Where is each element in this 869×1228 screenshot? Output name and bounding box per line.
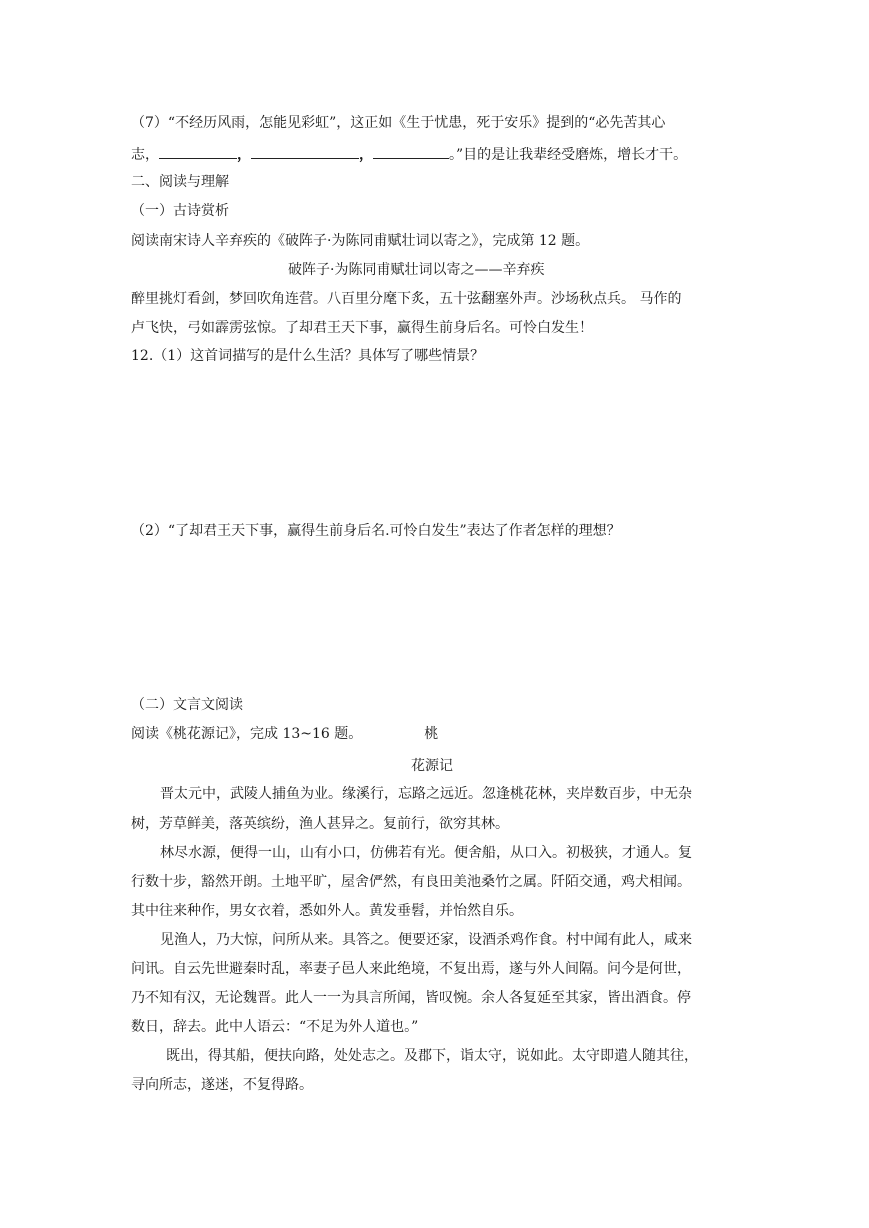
- poem-line-2: 卢飞快，弓如霹雳弦惊。了却君王天下事，赢得生前身后名。可怜白发生！: [131, 320, 593, 336]
- poem-title: 破阵子·为陈同甫赋壮词以寄之——辛弃疾: [288, 262, 545, 278]
- q7-prefix: 志，: [131, 147, 159, 163]
- para3-line4: 数日，辞去。此中人语云：“不足为外人道也。”: [131, 1019, 419, 1035]
- poem-intro: 阅读南宋诗人辛弃疾的《破阵子·为陈同甫赋壮词以寄之》，完成第 12 题。: [131, 233, 590, 249]
- q7-suffix: 。”目的是让我辈经受磨炼，增长才干。: [449, 147, 688, 163]
- classical-intro-text: 阅读《桃花源记》，完成 13~16 题。: [131, 726, 363, 742]
- essay-title-part2: 花源记: [411, 758, 453, 774]
- poem-section-heading: （一）古诗赏析: [131, 203, 229, 219]
- para3-line3: 乃不知有汉，无论魏晋。此人一一为具言所闻，皆叹惋。余人各复延至其家，皆出酒食。停: [131, 990, 691, 1006]
- para3-line2: 问讯。自云先世避秦时乱，率妻子邑人来此绝境，不复出焉，遂与外人间隔。问今是何世，: [131, 961, 691, 977]
- para4-line1: 既出，得其船，便扶向路，处处志之。及郡下，诣太守，说如此。太守即遣人随其往，: [166, 1048, 698, 1064]
- poem-line-1: 醉里挑灯看剑，梦回吹角连营。八百里分麾下炙，五十弦翻塞外声。沙场秋点兵。 马作的: [131, 291, 682, 307]
- section-heading: 二、阅读与理解: [131, 174, 229, 190]
- para2-line2: 行数十步，豁然开朗。土地平旷，屋舍俨然，有良田美池桑竹之属。阡陌交通，鸡犬相闻。: [131, 874, 691, 890]
- para1-line1: 晋太元中，武陵人捕鱼为业。缘溪行，忘路之远近。忽逢桃花林，夹岸数百步，中无杂: [160, 786, 692, 802]
- answer-blank-2[interactable]: [251, 143, 359, 159]
- question-12-1: 12.（1）这首词描写的是什么生活？具体写了哪些情景？: [131, 348, 485, 364]
- para3-line1: 见渔人，乃大惊，问所从来。具答之。便要还家，设酒杀鸡作食。村中闻有此人，咸来: [160, 932, 692, 948]
- q7-line2: [131, 143, 687, 165]
- para2-line3: 其中往来种作，男女衣着，悉如外人。黄发垂髫，并怡然自乐。: [131, 903, 523, 919]
- para2-line1: 林尽水源，便得一山，山有小口，仿佛若有光。便舍船，从口入。初极狭，才通人。复: [160, 845, 692, 861]
- q7-sep2: ，: [359, 147, 373, 163]
- q7-sep1: ，: [237, 147, 251, 163]
- q7-line1: （7）“不经历风雨，怎能见彩虹”，这正如《生于忧患，死于安乐》提到的“必先苦其心: [131, 115, 666, 131]
- essay-title-part1: 桃: [424, 726, 439, 742]
- answer-blank-1[interactable]: [159, 143, 237, 159]
- answer-blank-3[interactable]: [373, 143, 449, 159]
- para1-line2: 树，芳草鲜美，落英缤纷，渔人甚异之。复前行，欲穷其林。: [131, 816, 509, 832]
- classical-section-heading: （二）文言文阅读: [131, 697, 243, 713]
- question-12-2: （2）“了却君王天下事，赢得生前身后名.可怜白发生”表达了作者怎样的理想？: [131, 523, 621, 539]
- para4-line2: 寻向所志，遂迷，不复得路。: [131, 1077, 313, 1093]
- classical-intro: [131, 724, 438, 744]
